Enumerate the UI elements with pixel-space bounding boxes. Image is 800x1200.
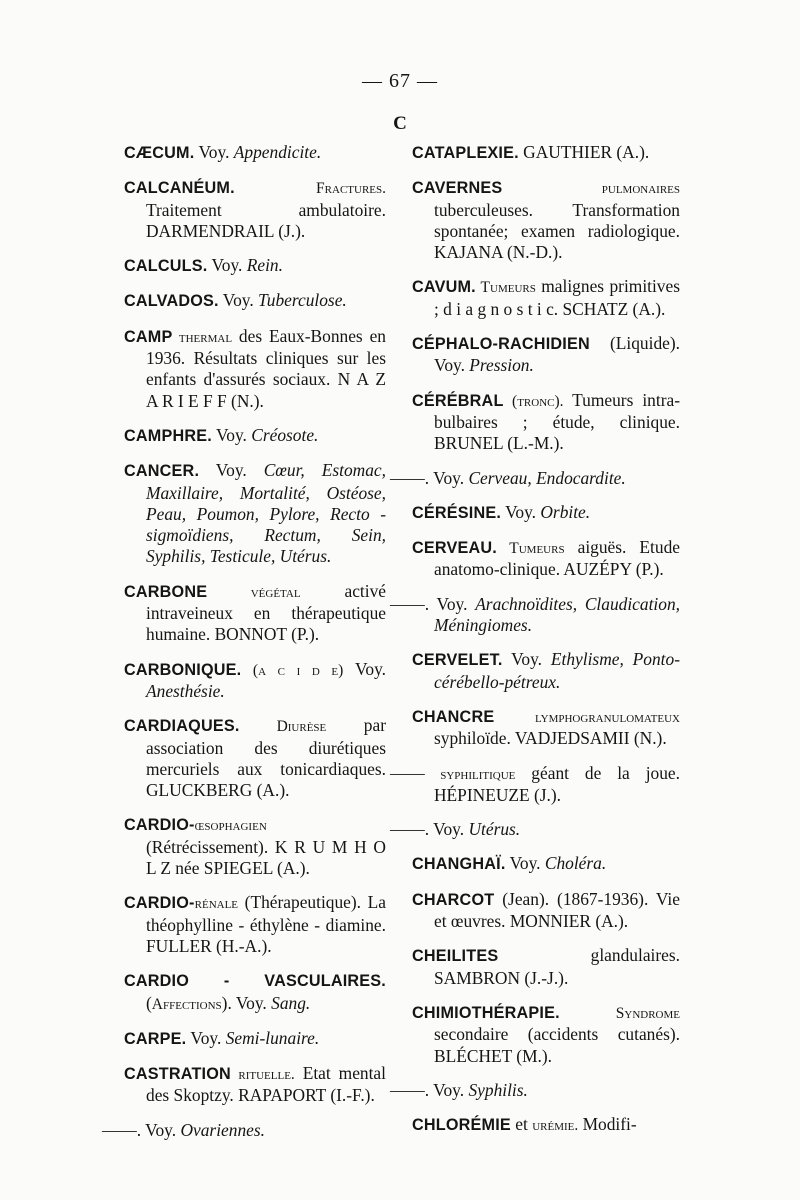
entry-heading: CALVADOS. [124,292,219,311]
entry-heading: CHARCOT [412,890,495,909]
entry-text: Etat mental des Skoptzy. RAPAPORT (I.-F.). [146,1063,386,1106]
left-column [102,142,386,1154]
index-entry [412,333,680,377]
entry-heading: CÉRÉBRAL [412,391,504,410]
entry-text: géant de la joue. HÉPINEUZE (J.). [434,762,680,805]
index-entry [124,255,386,277]
index-entry [412,1114,680,1136]
index-entry [412,853,680,875]
entry-text: Voy. [207,255,247,276]
index-entry [412,502,680,524]
entry-qualifier: rituelle. [230,1066,295,1084]
cross-reference: Choléra. [544,853,607,874]
entry-heading: CHANCRE [412,707,495,726]
index-entry [390,593,680,637]
entry-qualifier: lymphogranulomateux [494,708,680,726]
entry-qualifier: (tronc). [503,392,564,410]
entry-heading: CÉPHALO-RACHIDIEN [412,335,590,354]
entry-text: ( [146,992,152,1013]
entry-qualifier: Syndrome [559,1004,680,1022]
entry-heading: CÉRÉSINE. [412,503,502,522]
entry-qualifier: rénale [194,895,239,913]
entry-heading: CÆCUM. [124,144,195,162]
entry-heading: CARBONIQUE. [124,660,242,679]
entry-heading: CERVEAU. [412,539,497,558]
entry-text: Voy. [429,1079,469,1100]
index-entry [124,814,386,879]
index-entry [124,715,386,801]
entry-heading: CAVUM. [412,278,476,297]
entry-heading: CANCER. [124,462,200,481]
cross-reference: Arachnoïdites, Claudication, Méningiomes. [434,593,680,636]
cross-reference: Tuberculose. [258,290,347,311]
cross-reference: Ethylisme, Ponto-cérébello-pétreux. [434,649,681,692]
index-entry [412,1002,680,1067]
index-entry [124,177,386,242]
entry-text: Voy. [343,658,386,679]
index-entry [412,177,680,263]
entry-heading: CHIMIOTHÉRAPIE. [412,1003,560,1022]
entry-text: par association des diurétiques mercuriels aux tonicardiaques. GLUCKBERG (A.). [146,715,386,801]
entry-text: Voy. [218,290,259,311]
continuation-dash: ——. [390,593,430,614]
entry-text: syphiloïde. VADJEDSAMII (N.). [434,728,667,749]
index-entry [124,970,386,1015]
entry-text: Traitement ambulatoire. DARMENDRAIL (J.). [146,199,386,241]
index-entry [124,1063,386,1107]
index-entry [124,659,386,703]
entry-text: aiguës. Etude anatomo-clinique. AUZÉPY (P.). [434,537,680,580]
entry-heading: CHEILITES [412,947,499,966]
entry-heading: CALCULS. [124,257,208,276]
entry-heading: CASTRATION [124,1065,231,1084]
index-entry [390,1079,680,1101]
continuation-dash: —— [390,762,425,783]
cross-reference: Appendicite. [233,142,322,162]
cross-reference: Semi-lunaire. [225,1027,320,1048]
entry-text: secondaire (accidents cutanés). BLÉCHET (M.). [434,1024,680,1066]
entry-heading: CALCANÉUM. [124,179,235,198]
index-entry [412,142,680,164]
entry-heading: CAMP [124,327,173,346]
index-entry [412,276,680,320]
index-entry [412,706,680,750]
entry-heading: CHANGHAÏ. [412,855,506,874]
entry-text: Voy. [505,853,545,874]
entry-text: glandulaires. SAMBRON (J.-J.). [434,945,680,988]
index-entry [124,290,386,312]
entry-text: Voy. [186,1027,226,1048]
index-entry [124,425,386,447]
entry-text: ). Voy. [221,992,272,1013]
cross-reference: Créosote. [251,424,319,445]
continuation-dash: ——. [390,467,430,488]
entry-qualifier: œsophagien [194,817,267,835]
entry-heading: CATAPLEXIE. [412,144,519,162]
continuation-dash: ——. [390,819,430,840]
index-entry [124,892,386,957]
entry-text: malignes primitives ; d i a g n o s t i c. SCHATZ (A.). [434,276,680,319]
cross-reference: Anesthésie. [146,680,225,701]
index-entry [390,819,680,840]
cross-reference: Utérus. [468,819,521,840]
entry-heading: CARDIO - VASCULAIRES. [124,972,386,991]
index-entry [124,460,386,567]
index-entry [124,326,386,412]
entry-heading: CARDIO- [124,894,195,913]
entry-text: Voy. [194,142,234,162]
index-entry [124,1028,386,1050]
entry-qualifier: urémie. [532,1117,579,1135]
entry-text: et [510,1114,533,1135]
entry-heading: CARDIAQUES. [124,717,240,736]
cross-reference: Ovariennes. [180,1119,265,1140]
right-column [390,142,681,1149]
entry-qualifier: Tumeurs [475,279,536,297]
entry-text: Tumeurs intra-bulbaires ; étude, clinique. BRUNEL (L.-M.). [434,389,680,454]
entry-text: Voy. [502,649,551,670]
cross-reference: Syphilis. [468,1079,528,1100]
entry-heading: CAVERNES [412,179,503,198]
entry-text: GAUTHIER (A.). [518,142,650,162]
entry-qualifier: Affections [151,995,222,1013]
entry-qualifier: thermal [172,328,233,346]
cross-reference: Orbite. [540,501,591,522]
continuation-dash: ——. [102,1119,142,1140]
entry-text: Voy. [501,501,541,522]
entry-heading: CARBONE [124,582,208,601]
entry-qualifier: syphilitique [424,765,516,783]
cross-reference: Rein. [246,255,283,276]
entry-text: Voy. [429,467,469,488]
index-entry [102,1119,386,1141]
index-entry [124,581,386,646]
entry-text: Modifi- [578,1114,637,1135]
entry-text: (Liquide). Voy. [434,333,680,376]
entry-text: Voy. [429,819,469,840]
continuation-dash: ——. [390,1079,430,1100]
index-entry [412,537,680,581]
entry-qualifier: pulmonaires [502,180,680,198]
cross-reference: Pression. [469,355,534,376]
entry-text: activé intraveineux en thérapeutique humaine. BONNOT (P.). [146,580,386,645]
entry-heading: CARPE. [124,1029,187,1048]
index-entry [390,467,680,489]
entry-qualifier: végétal [207,583,301,601]
page-number: — 67 — [362,70,438,92]
entry-qualifier: Diurèse [239,718,327,736]
cross-reference: Cœur, Estomac, Maxillaire, Mortalité, Ostéose, Peau, Poumon, Pylore, Recto - sigmoïdiens, Rectum, Sein, Syphilis, Testicule, Utérus. [146,460,386,567]
entry-text: Voy. [429,593,476,614]
entry-text: Voy. [199,460,264,481]
entry-heading: CHLORÉMIE [412,1116,511,1135]
entry-heading: CAMPHRE. [124,426,212,445]
cross-reference: Cerveau, Endocardite. [468,467,626,488]
entry-text: (Thérapeutique). La théophylline - éthylène - diamine. FULLER (H.-A.). [146,892,386,956]
index-entry [412,390,680,455]
index-entry [412,945,680,989]
entry-text: des Eaux-Bonnes en 1936. Résultats cliniques sur les enfants d'assurés sociaux. N A Z A R I E F F (N.). [146,325,386,411]
entry-heading: CARDIO- [124,816,195,835]
entry-text: Voy. [141,1119,181,1140]
entry-qualifier: (a c i d e) [241,661,344,679]
entry-text: (Rétrécissement). K R U M H O L Z née SPIEGEL (A.). [146,836,386,879]
entry-text: Voy. [211,424,252,445]
entry-qualifier: Fractures. [234,180,386,198]
index-entry [124,142,386,164]
index-entry [412,889,680,933]
entry-qualifier: Tumeurs [496,540,565,558]
entry-text: (Jean). (1867-1936). Vie et œuvres. MONNIER (A.). [434,888,680,932]
section-letter: C [393,113,407,134]
entry-heading: CERVELET. [412,651,503,670]
cross-reference: Sang. [271,992,311,1013]
index-entry [390,762,680,807]
index-entry [412,649,680,693]
entry-text: tuberculeuses. Transformation spontanée; examen radiologique. KAJANA (N.-D.). [434,199,680,263]
